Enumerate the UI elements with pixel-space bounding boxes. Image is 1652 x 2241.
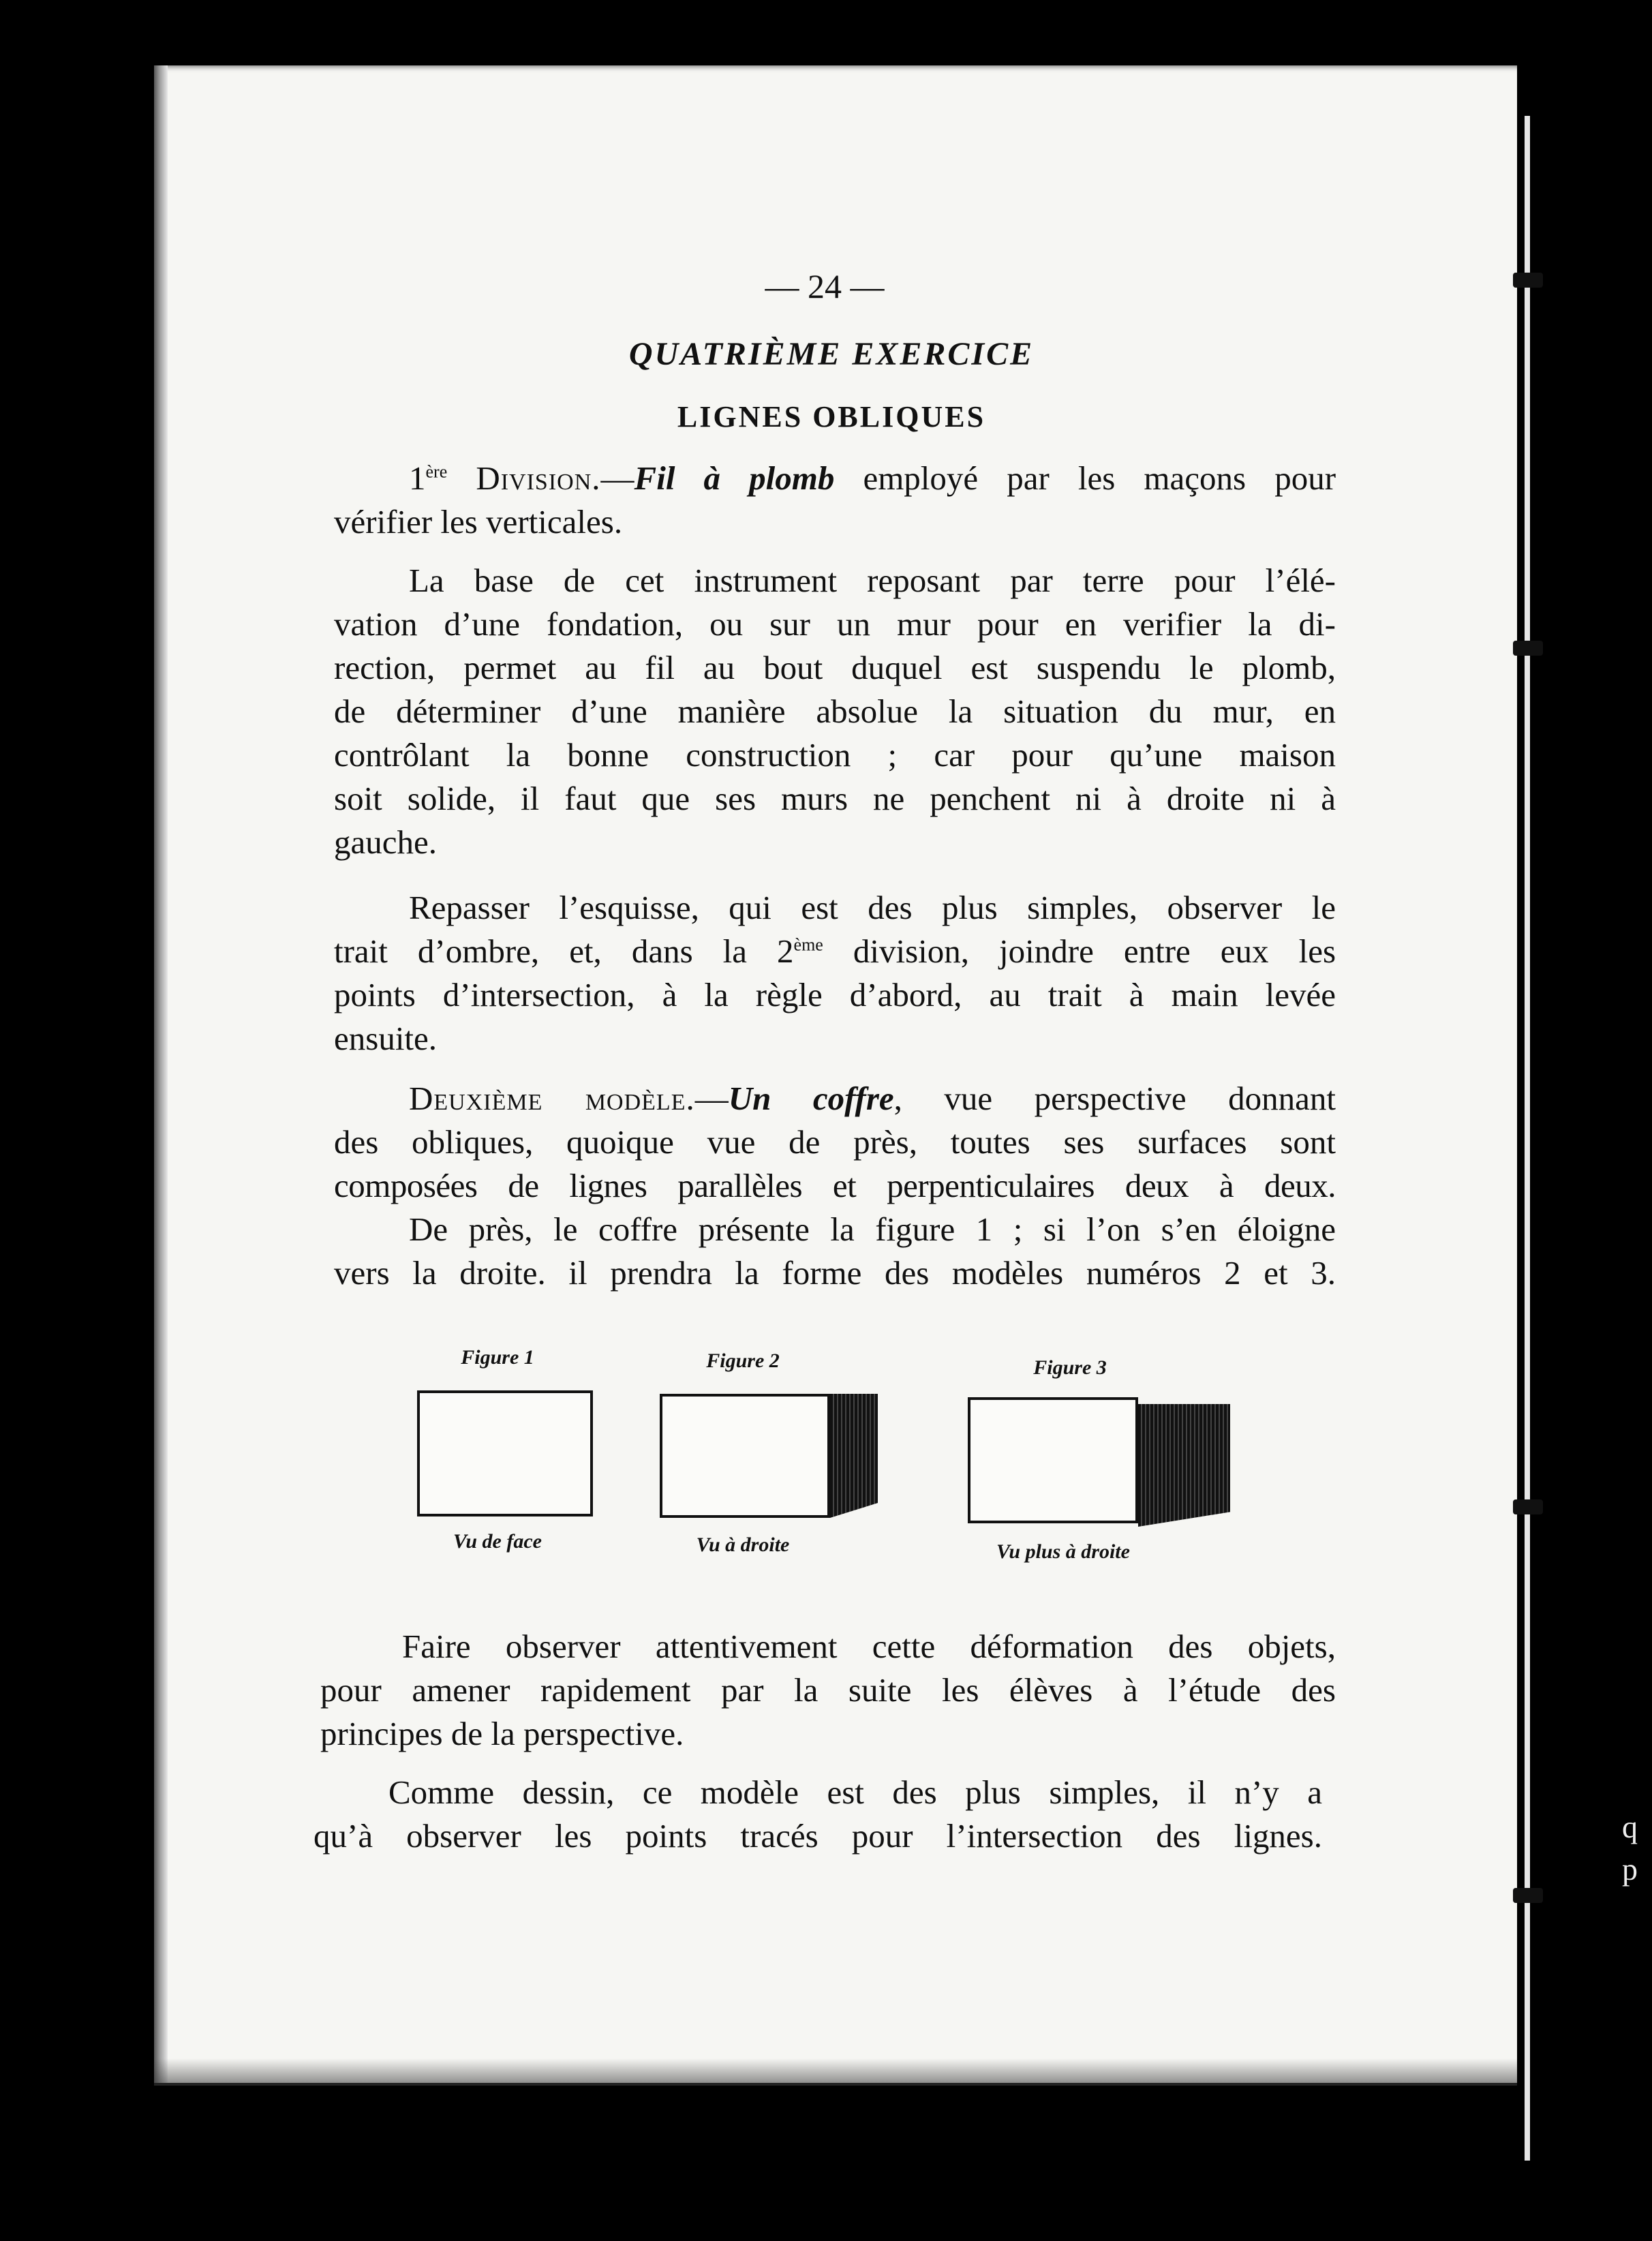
ordinal-number: 1 <box>409 459 426 497</box>
paragraph-second-model <box>334 1077 1336 1208</box>
binding-knot <box>1513 1888 1543 1903</box>
line-text: division, joindre entre eux les <box>823 932 1336 970</box>
paragraph-line <box>334 930 1336 973</box>
paragraph-line: soit solide, il faut que ses murs ne penchent ni à droite ni à <box>334 780 1336 817</box>
paragraph-line: rection, permet au fil au bout duquel est suspendu le plomb, <box>334 649 1336 686</box>
figure-title: Figure 1 <box>461 1346 534 1369</box>
next-page-fragment <box>1622 1806 1638 1891</box>
paragraph-line: points d’intersection, à la règle d’abord, au trait à main levée <box>334 976 1336 1013</box>
next-page-fragment-line: q <box>1622 1810 1638 1844</box>
page-bottom-shadow <box>154 2058 1517 2086</box>
italic-term: Un coffre <box>728 1080 894 1117</box>
paragraph-line: qu’à observer les points tracés pour l’intersection des lignes. <box>313 1817 1322 1855</box>
next-page-fragment-line: p <box>1622 1852 1638 1887</box>
line-text: trait d’ombre, et, dans la 2 <box>334 932 794 970</box>
paragraph-line: vation d’une fondation, ou sur un mur pour en verifier la di- <box>334 605 1336 643</box>
page-left-edge <box>154 65 168 2083</box>
paragraph-line: contrôlant la bonne construction ; car pour qu’une maison <box>334 736 1336 774</box>
paragraph-division-1 <box>334 457 1336 544</box>
figure-caption: Vu à droite <box>696 1534 790 1556</box>
paragraph-drawing <box>313 1771 1322 1858</box>
paragraph-instrument <box>334 559 1336 864</box>
paragraph-line: pour amener rapidement par la suite les élèves à l’étude des <box>320 1671 1336 1709</box>
line-text: employé par les maçons pour <box>834 459 1336 497</box>
figure-caption: Vu plus à droite <box>996 1540 1130 1563</box>
binding-knot <box>1513 273 1543 288</box>
figure-1-box <box>417 1390 593 1516</box>
exercise-heading: QUATRIÈME EXERCICE <box>628 336 1035 372</box>
paragraph-line: des obliques, quoique vue de près, toutes ses surfaces sont <box>334 1123 1336 1161</box>
em-dash: — <box>600 459 634 497</box>
paragraph-esquisse <box>334 886 1336 1061</box>
paragraph-line: gauche. <box>334 823 437 861</box>
figure-3-box <box>968 1397 1138 1523</box>
paragraph-line: De près, le coffre présente la figure 1 ; si l’on s’en éloigne <box>409 1210 1336 1248</box>
paragraph-line: ensuite. <box>334 1020 438 1057</box>
figure-caption: Vu de face <box>453 1530 542 1553</box>
paragraph-line: Comme dessin, ce modèle est des plus simples, il n’y a <box>388 1773 1322 1811</box>
italic-term: Fil à plomb <box>634 459 835 497</box>
paragraph-line: de déterminer d’une manière absolue la situation du mur, en <box>334 692 1336 730</box>
paragraph-line: Faire observer attentivement cette déformation des objets, <box>402 1628 1336 1665</box>
paragraph-deformation <box>320 1625 1336 1756</box>
figure-2-side-shading <box>830 1394 878 1518</box>
paragraph-line: La base de cet instrument reposant par terre pour l’élé- <box>409 562 1336 599</box>
figure-2-box <box>660 1394 830 1518</box>
binding-knot <box>1513 1499 1543 1514</box>
ordinal-suffix: ère <box>425 461 448 482</box>
figure-title: Figure 3 <box>1033 1356 1107 1379</box>
paragraph-line: principes de la perspective. <box>320 1715 684 1752</box>
paragraph-line: Repasser l’esquisse, qui est des plus simples, observer le <box>409 889 1336 926</box>
figure-title: Figure 2 <box>706 1350 780 1372</box>
figure-3-side-shading <box>1138 1404 1230 1527</box>
paragraph-line <box>334 1077 1336 1120</box>
em-dash: — <box>694 1080 729 1117</box>
section-subheading: LIGNES OBLIQUES <box>677 400 986 433</box>
model-label: Deuxième modèle. <box>409 1080 695 1117</box>
binding-thread <box>1517 116 1538 2161</box>
paragraph-line: vérifier les verticales. <box>334 503 623 540</box>
binding-knot <box>1513 641 1543 656</box>
page-number: — 24 — <box>765 267 885 305</box>
binding-thread-line <box>1525 116 1530 2161</box>
paragraph-line: composées de lignes parallèles et perpenticulaires deux à deux. <box>334 1167 1336 1204</box>
paragraph-near-view <box>334 1208 1336 1295</box>
paragraph-line: vers la droite. il prendra la forme des modèles numéros 2 et 3. <box>334 1254 1336 1292</box>
paragraph-line <box>334 457 1336 500</box>
division-label: Division. <box>476 459 601 497</box>
ordinal-suffix: ème <box>793 934 823 955</box>
line-text: , vue perspective donnant <box>893 1080 1336 1117</box>
